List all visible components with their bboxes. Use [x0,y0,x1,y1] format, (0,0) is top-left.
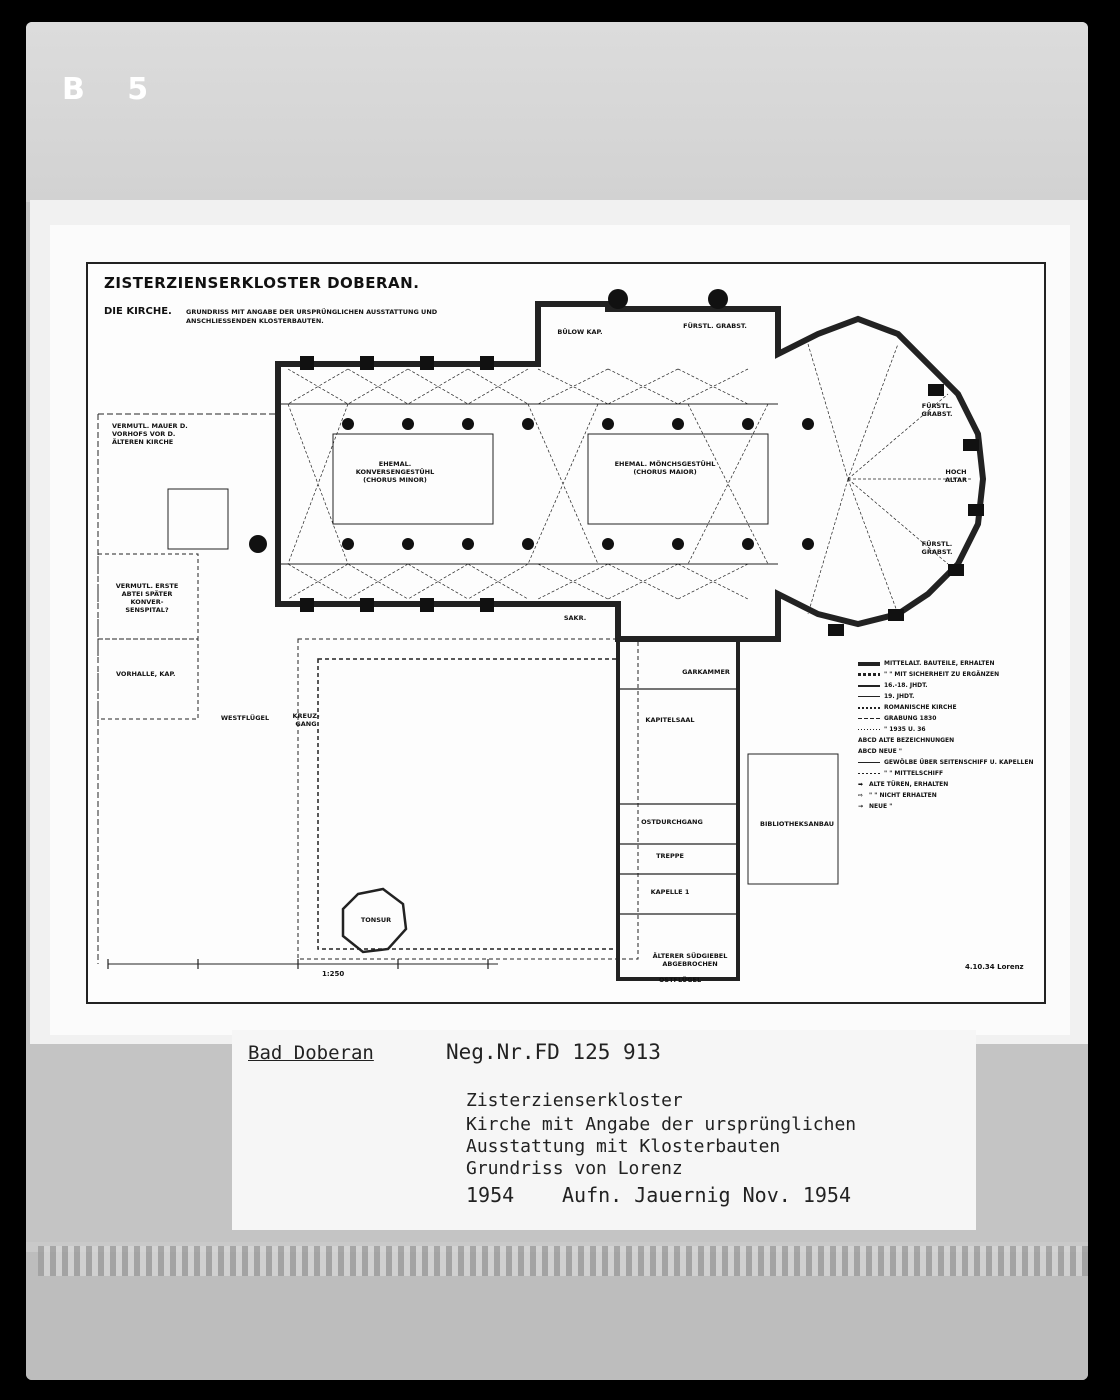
index-note [232,1030,976,1230]
label-fuerstl-grabst-3: FÜRSTL. GRABST. [921,540,953,556]
plan-subtitle-main: DIE KIRCHE. [104,306,172,317]
legend-text: ABCD ALTE BEZEICHNUNGEN [858,737,955,744]
legend-text: " 1935 U. 36 [884,726,926,733]
legend-text: MITTELALT. BAUTEILE, ERHALTEN [884,660,995,667]
note-place: Bad Doberan [248,1042,374,1064]
label-vermutl-erste-abtei: VERMUTL. ERSTE ABTEI SPÄTER KONVER-SENSPITAL? [115,582,179,614]
legend-text: " " MIT SICHERHEIT ZU ERGÄNZEN [884,671,1000,678]
label-treppe: TREPPE [656,852,684,860]
legend-row [858,801,1038,812]
legend-text: GEWÖLBE ÜBER SEITENSCHIFF U. KAPELLEN [884,759,1034,766]
legend-row [858,757,1038,768]
legend-row [858,779,1038,790]
label-buelow-kap: BÜLOW KAP. [557,328,603,336]
label-sakristei: SAKR. [563,614,587,622]
label-vermutl-mauer: VERMUTL. MAUER D. VORHOFS VOR D. ÄLTEREN KIRCHE [112,422,188,446]
label-westfluegel: WESTFLÜGEL [220,714,270,722]
label-ostfluegel: OSTFLÜGEL [658,976,702,984]
note-photographer: Aufn. Jauernig Nov. 1954 [562,1183,851,1207]
legend-text: " " MITTELSCHIFF [884,770,944,777]
label-fuerstl-grabst: FÜRSTL. GRABST. [683,322,747,330]
east-wing [618,639,738,979]
legend-text: 16.-18. JHDT. [884,682,928,689]
note-year: 1954 [466,1183,515,1207]
label-konversengestuehl: EHEMAL. KONVERSENGESTÜHL (CHORUS MINOR) [355,460,435,484]
arrow-icon: ➡ [858,781,864,788]
label-bibliotheksanbau: BIBLIOTHEKSANBAU [760,820,834,828]
cloister-walk [298,639,638,959]
legend-row [858,702,1038,713]
plan-title: ZISTERZIENSERKLOSTER DOBERAN. [104,274,420,292]
legend-text: NEUE " [869,803,893,810]
west-hall [98,639,198,719]
plan-legend [858,658,1038,828]
arrow-thin-icon: → [858,803,864,810]
legend-row [858,713,1038,724]
label-vorhalle: VORHALLE, KAP. [116,670,176,678]
legend-row [858,735,1038,746]
legend-row [858,691,1038,702]
library-annex [748,754,838,884]
legend-text: GRABUNG 1830 [884,715,937,722]
note-negative-number: Neg.Nr.FD 125 913 [446,1040,661,1064]
plan-scale: 1:250 [322,970,345,978]
legend-row [858,746,1038,757]
label-kapelle1: KAPELLE 1 [650,888,690,896]
legend-text: ALTE TÜREN, ERHALTEN [869,781,949,788]
legend-row [858,768,1038,779]
label-kapitelsaal: KAPITELSAAL [645,716,695,724]
plan-subtitle-detail: GRUNDRISS MIT ANGABE DER URSPRÜNGLICHEN AUSSTATTUNG UND ANSCHLIESSENDEN KLOSTERBAUTEN. [186,308,438,325]
label-kreuzgang: KREUZ-GANG [292,712,320,728]
label-fuerstl-grabst-2: FÜRSTL. GRABST. [921,402,953,418]
label-tonsur: TONSUR [360,916,392,924]
legend-text: " " NICHT ERHALTEN [869,792,937,799]
legend-text: ROMANISCHE KIRCHE [884,704,957,711]
arrow-outline-icon: ⇨ [858,792,864,799]
decorative-strip [38,1246,1088,1276]
note-line: Kirche mit Angabe der ursprünglichen [466,1114,857,1135]
label-garkammer: GARKAMMER [682,668,730,676]
floor-plan-drawing [88,264,1040,998]
note-line: Grundriss von Lorenz [466,1158,683,1179]
legend-row [858,724,1038,735]
sheet-label: B 5 [62,72,165,107]
legend-text: ABCD NEUE " [858,748,902,755]
legend-text: 19. JHDT. [884,693,915,700]
legend-row [858,790,1038,801]
label-moenchsgestuehl: EHEMAL. MÖNCHSGESTÜHL (CHORUS MAIOR) [614,460,716,476]
legend-row [858,669,1038,680]
legend-row [858,658,1038,669]
card-top-area [26,22,1088,202]
cloister-garth [318,659,618,949]
note-line: Zisterzienserkloster [466,1090,683,1111]
monks-choir [588,434,768,524]
label-hochaltar: HOCH ALTAR [944,468,968,484]
legend-row [858,680,1038,691]
plan-date-signature: 4.10.34 Lorenz [965,963,1024,971]
label-ostdurchgang: OSTDURCHGANG [641,818,703,826]
label-aelterer-suedgiebel: ÄLTERER SÜDGIEBEL ABGEBROCHEN [652,952,728,968]
note-line: Ausstattung mit Klosterbauten [466,1136,781,1157]
